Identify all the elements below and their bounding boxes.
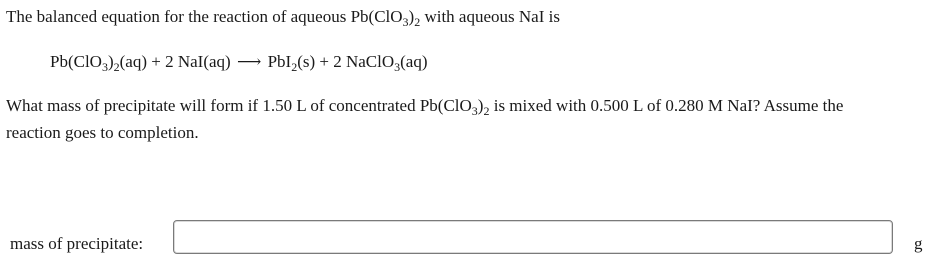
prompt-text: ) (477, 96, 484, 115)
question-prompt (6, 96, 843, 116)
equation-subscript: 3 (394, 60, 401, 74)
question-prompt-continued (6, 123, 199, 143)
prompt-text: reaction goes to completion. (6, 123, 199, 142)
intro-subscript: 2 (414, 15, 421, 29)
intro-text: with aqueous NaI is (420, 7, 560, 26)
equation-reactant: (aq) + 2 NaI(aq) (119, 52, 231, 71)
prompt-subscript: 3 (471, 104, 478, 118)
equation-subscript: 2 (291, 60, 298, 74)
prompt-text: What mass of precipitate will form if 1.50 L of concentrated Pb(ClO (6, 96, 472, 115)
balanced-equation (50, 52, 428, 72)
equation-product: PbI (267, 52, 292, 71)
equation-subscript: 2 (113, 60, 120, 74)
mass-of-precipitate-input[interactable] (173, 220, 893, 254)
equation-product: (aq) (400, 52, 428, 71)
equation-reactant: Pb(ClO (50, 52, 102, 71)
prompt-text: is mixed with 0.500 L of 0.280 M NaI? Assume the (489, 96, 844, 115)
unit-label: g (914, 234, 923, 253)
intro-text: ) (408, 7, 415, 26)
answer-label: mass of precipitate: (10, 234, 144, 253)
reaction-arrow-icon: ⟶ (236, 52, 262, 71)
equation-product: (s) + 2 NaClO (297, 52, 395, 71)
prompt-subscript: 2 (483, 104, 490, 118)
equation-reactant: ) (107, 52, 114, 71)
equation-subscript: 3 (101, 60, 108, 74)
intro-subscript: 3 (402, 15, 409, 29)
intro-text: The balanced equation for the reaction of aqueous Pb(ClO (6, 7, 403, 26)
question-intro (6, 7, 560, 27)
